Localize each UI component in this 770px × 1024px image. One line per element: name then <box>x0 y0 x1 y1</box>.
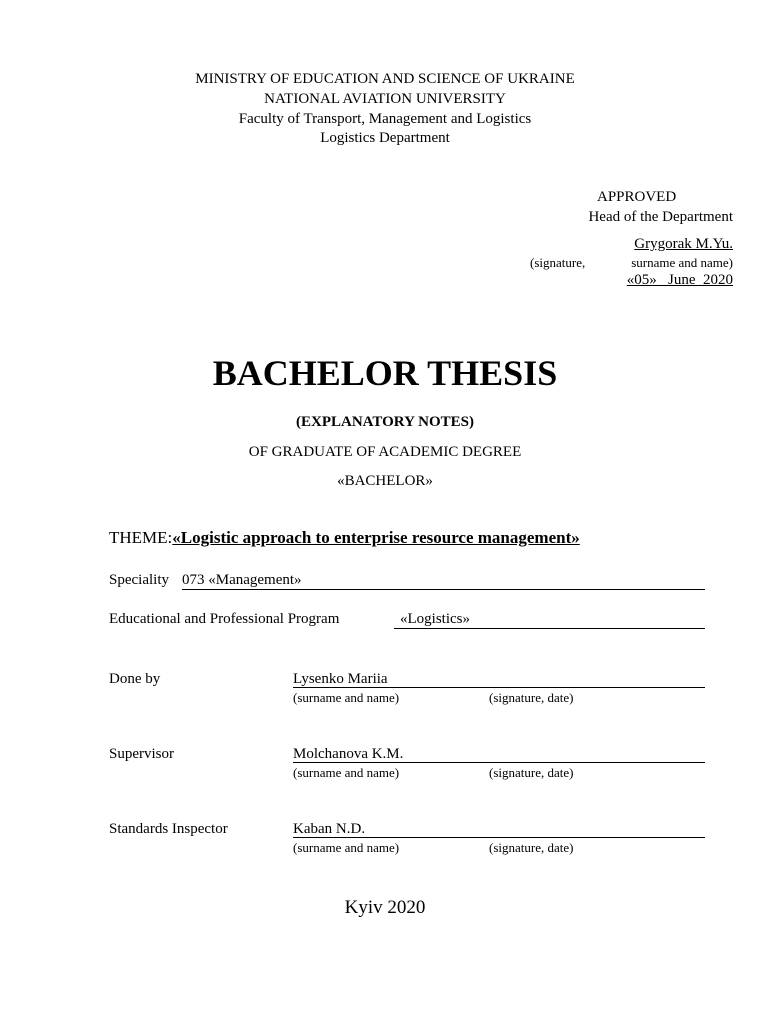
theme-label: THEME: <box>109 528 173 547</box>
inspector-underline <box>293 837 705 838</box>
done-by-underline <box>293 687 705 688</box>
faculty-line: Faculty of Transport, Management and Logistics <box>238 111 532 127</box>
done-by-name: Lysenko Mariia <box>293 671 388 687</box>
place-year: Kyiv 2020 <box>344 897 426 918</box>
speciality-label: Speciality <box>109 572 169 588</box>
head-name: Grygorak M.Yu. <box>634 236 733 252</box>
program-label: Educational and Professional Program <box>109 611 340 627</box>
signature-hint: (signature, <box>530 255 586 270</box>
surname-hint: surname and name) <box>631 255 733 270</box>
program-value: «Logistics» <box>400 611 470 627</box>
done-by-signature-hint: (signature, date) <box>489 690 574 705</box>
speciality-value: 073 «Management» <box>182 572 302 588</box>
thesis-title: BACHELOR THESIS <box>212 353 558 393</box>
degree-line: «BACHELOR» <box>337 473 433 489</box>
done-by-name-hint: (surname and name) <box>293 690 400 705</box>
program-underline <box>394 628 705 629</box>
supervisor-name: Molchanova K.M. <box>293 746 404 762</box>
approved-label: APPROVED <box>597 189 677 205</box>
supervisor-label: Supervisor <box>109 746 174 762</box>
inspector-signature-hint: (signature, date) <box>489 840 574 855</box>
inspector-name: Kaban N.D. <box>293 821 366 837</box>
done-by-label: Done by <box>109 671 161 687</box>
inspector-name-hint: (surname and name) <box>293 840 400 855</box>
graduate-line: OF GRADUATE OF ACADEMIC DEGREE <box>248 444 522 460</box>
explanatory-notes: (EXPLANATORY NOTES) <box>296 414 474 430</box>
supervisor-underline <box>293 762 705 763</box>
theme-row <box>109 528 580 548</box>
inspector-label: Standards Inspector <box>109 821 228 837</box>
supervisor-signature-hint: (signature, date) <box>489 765 574 780</box>
speciality-underline <box>182 589 705 590</box>
ministry-line: MINISTRY OF EDUCATION AND SCIENCE OF UKRAINE <box>195 71 575 87</box>
supervisor-name-hint: (surname and name) <box>293 765 400 780</box>
department-line: Logistics Department <box>320 130 450 146</box>
approval-date: «05» June 2020 <box>626 272 733 288</box>
head-of-department-label: Head of the Department <box>588 209 733 225</box>
university-line: NATIONAL AVIATION UNIVERSITY <box>264 91 506 107</box>
theme-value: «Logistic approach to enterprise resource management» <box>172 528 580 547</box>
